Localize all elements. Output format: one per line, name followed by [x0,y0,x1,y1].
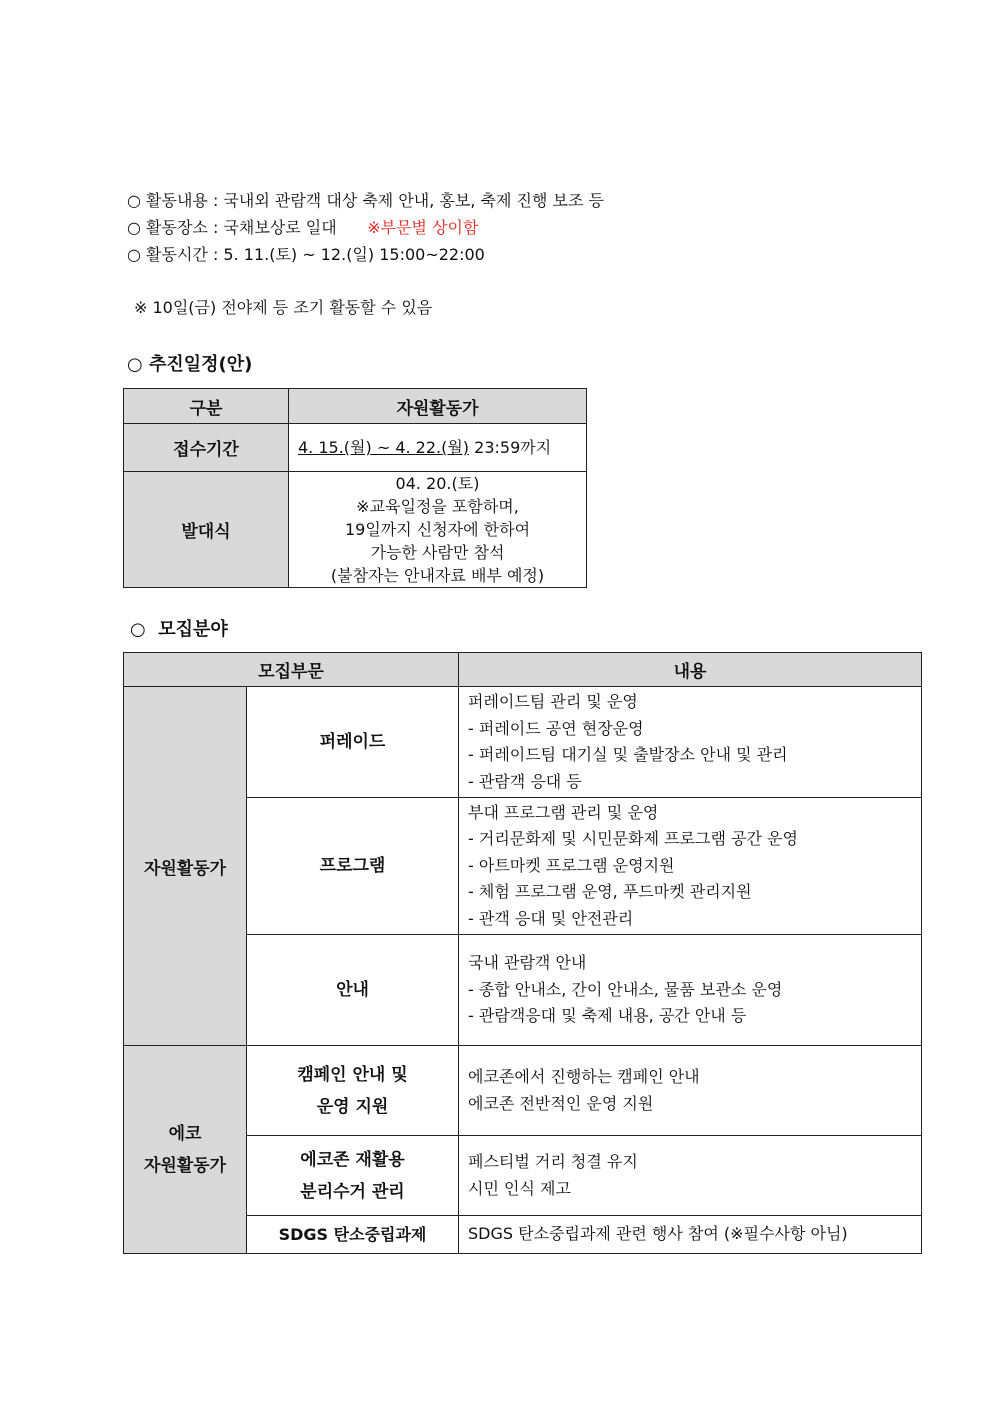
activity-time-line: ○ 활동시간 : 5. 11.(토) ~ 12.(일) 15:00~22:00 [127,245,485,264]
sdgs-name: SDGS 탄소중립과제 [247,1216,459,1254]
schedule-row-application-label: 접수기간 [124,424,289,472]
recycle-content [459,1136,922,1216]
early-activity-note: ※ 10일(금) 전야제 등 조기 활동할 수 있음 [134,298,433,317]
content-line: 에코존에서 진행하는 캠페인 안내 [468,1067,700,1086]
content-line: - 퍼레이드 공연 현장운영 [468,718,644,738]
content-line: - 관람객응대 및 축제 내용, 공간 안내 등 [468,1006,747,1026]
application-period: 4. 15.(월) ~ 4. 22.(월) [298,438,470,457]
parade-content [459,687,922,798]
content-line: 국내 관람객 안내 [468,953,587,973]
launch-line: ※교육일정을 포함하며, [356,497,519,516]
content-line: 부대 프로그램 관리 및 운영 [468,802,659,822]
recruit-col-content: 내용 [459,653,922,687]
recycle-name-line: 분리수거 관리 [300,1181,405,1202]
eco-group-line: 에코 [168,1123,202,1144]
schedule-table [123,388,587,588]
campaign-content [459,1046,922,1136]
recycle-name-line: 에코존 재활용 [300,1149,405,1170]
recruit-col-category: 모집부문 [124,653,459,687]
content-line: - 종합 안내소, 간이 안내소, 물품 보관소 운영 [468,979,783,999]
schedule-row-launch-label: 발대식 [124,472,289,588]
content-line: - 관람객 응대 등 [468,771,582,791]
guide-name: 안내 [247,935,459,1046]
recruit-table [123,652,922,1254]
campaign-name [247,1046,459,1136]
activity-place-note: ※부문별 상이함 [367,218,479,237]
program-content [459,798,922,935]
activity-place-text: ○ 활동장소 : 국채보상로 일대 [127,218,337,237]
schedule-heading: ○ 추진일정(안) [127,354,253,375]
content-line: - 퍼레이드팀 대기실 및 출발장소 안내 및 관리 [468,745,788,764]
content-line: - 체험 프로그램 운영, 푸드마켓 관리지원 [468,882,752,902]
recycle-name [247,1136,459,1216]
activity-content-line: ○ 활동내용 : 국내외 관람객 대상 축제 안내, 홍보, 축제 진행 보조 등 [127,191,604,210]
schedule-col-category: 구분 [124,389,289,424]
recruit-heading: ○ 모집분야 [130,619,228,640]
activity-place-line [127,215,478,238]
schedule-row-application-value [289,424,587,472]
group-eco-volunteer [124,1046,247,1254]
launch-line: (불참자는 안내자료 배부 예정) [330,566,545,585]
sdgs-content: SDGS 탄소중립과제 관련 행사 참여 (※필수사항 아님) [459,1216,922,1254]
campaign-name-line: 캠페인 안내 및 [297,1064,408,1085]
content-line: 시민 인식 제고 [468,1178,571,1198]
launch-line: 04. 20.(토) [395,474,480,493]
guide-content [459,935,922,1046]
schedule-row-launch-value [289,472,587,588]
campaign-name-line: 운영 지원 [316,1096,389,1117]
parade-name: 퍼레이드 [247,687,459,798]
content-line: 에코존 전반적인 운영 지원 [468,1093,654,1113]
content-line: 퍼레이드팀 관리 및 운영 [468,692,638,711]
launch-line: 가능한 사람만 참석 [370,543,505,562]
application-deadline: 23:59까지 [469,438,552,457]
schedule-col-volunteer: 자원활동가 [289,389,587,424]
content-line: - 아트마켓 프로그램 운영지원 [468,855,675,875]
launch-line: 19일까지 신청자에 한하여 [344,520,531,539]
content-line: - 거리문화제 및 시민문화제 프로그램 공간 운영 [468,829,798,849]
eco-group-line: 자원활동가 [143,1155,227,1176]
group-volunteer: 자원활동가 [124,687,247,1046]
program-name: 프로그램 [247,798,459,935]
content-line: 페스티벌 거리 청결 유지 [468,1152,638,1171]
content-line: - 관객 응대 및 안전관리 [468,908,634,928]
